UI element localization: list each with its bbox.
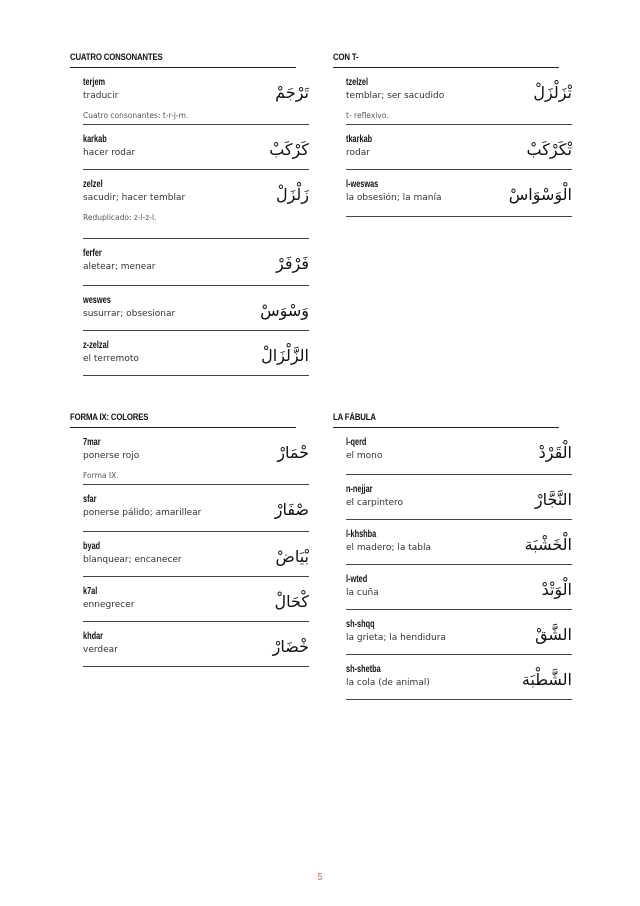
vocab-entry: [346, 125, 572, 170]
section-forma-ix-colores: [70, 408, 309, 667]
entry-transliteration: zelzel: [83, 178, 103, 190]
entry-note: Cuatro consonantes: t-r-j-m.: [83, 111, 189, 120]
entry-arabic: تْكَرْكَبْ: [526, 140, 572, 159]
entry-transliteration: l-khshba: [346, 528, 377, 540]
entry-translation: blanquear; encanecer: [83, 555, 182, 565]
vocab-entry: [346, 655, 572, 700]
section-title: CUATRO CONSONANTES: [70, 52, 163, 63]
entry-arabic: حْمَارْ: [277, 443, 309, 462]
entry-transliteration: l-weswas: [346, 178, 379, 190]
vocab-entry: [346, 170, 572, 217]
entry-arabic: الزَّلْزَالْ: [261, 346, 309, 365]
entry-transliteration: weswes: [83, 294, 111, 306]
entry-arabic: الْوَتْدْ: [541, 580, 572, 599]
vocab-entry: [83, 286, 309, 331]
entry-translation: ponerse pálido; amarillear: [83, 508, 202, 518]
vocab-entry: [346, 610, 572, 655]
section-title: FORMA IX: COLORES: [70, 412, 149, 423]
entry-list: [346, 428, 572, 700]
vocab-entry: [83, 239, 309, 286]
entry-translation: la cuña: [346, 588, 379, 598]
entry-transliteration: 7mar: [83, 436, 101, 448]
entry-note: Reduplicado: z-l-z-l.: [83, 213, 157, 222]
vocab-entry: [83, 485, 309, 532]
entry-arabic: الشَّقْ: [535, 625, 572, 644]
entry-translation: la grieta; la hendidura: [346, 633, 446, 643]
entry-translation: hacer rodar: [83, 148, 136, 158]
vocab-entry: [346, 475, 572, 520]
entry-translation: el carpintero: [346, 498, 404, 508]
vocab-entry: [83, 170, 309, 239]
vocab-entry: [83, 125, 309, 170]
entry-note: Forma IX.: [83, 471, 119, 480]
vocab-entry: [346, 565, 572, 610]
entry-transliteration: k7al: [83, 585, 98, 597]
page-number: 5: [317, 872, 323, 883]
entry-translation: ennegrecer: [83, 600, 135, 610]
vocab-entry: [346, 428, 572, 475]
section-title: CON T-: [333, 52, 359, 63]
entry-transliteration: sh-shetba: [346, 663, 381, 675]
section-con-t: [333, 48, 572, 217]
vocab-entry: [346, 520, 572, 565]
entry-translation: rodar: [346, 148, 370, 158]
vocab-entry: [83, 68, 309, 125]
entry-transliteration: sh-shqq: [346, 618, 375, 630]
entry-arabic: فَرْفَرْ: [276, 254, 309, 273]
entry-arabic: صْفَارْ: [274, 500, 309, 519]
entry-translation: ponerse rojo: [83, 451, 140, 461]
entry-transliteration: karkab: [83, 133, 107, 145]
entry-arabic: كَرْكَبْ: [269, 140, 309, 159]
entry-list: [83, 428, 309, 667]
entry-transliteration: terjem: [83, 76, 106, 88]
entry-transliteration: sfar: [83, 493, 97, 505]
entry-arabic: وَسْوَسْ: [260, 301, 309, 320]
entry-transliteration: byad: [83, 540, 101, 552]
entry-transliteration: l-qerd: [346, 436, 367, 448]
entry-arabic: خْضَارْ: [272, 637, 309, 656]
vocab-entry: [83, 428, 309, 485]
vocab-entry: [83, 331, 309, 376]
entry-arabic: الشَّطْبَة: [521, 670, 572, 689]
entry-arabic: بْيَاضْ: [275, 547, 309, 566]
entry-arabic: تَرْجَمْ: [275, 83, 309, 102]
entry-arabic: زَلْزَلْ: [275, 185, 309, 204]
vocab-entry: [83, 577, 309, 622]
entry-transliteration: tzelzel: [346, 76, 369, 88]
entry-translation: la cola (de animal): [346, 678, 430, 688]
entry-translation: el terremoto: [83, 354, 139, 364]
entry-arabic: النَّجَّارْ: [534, 490, 572, 509]
entry-transliteration: n-nejjar: [346, 483, 373, 495]
entry-translation: verdear: [83, 645, 118, 655]
section-cuatro-consonantes: [70, 48, 309, 376]
entry-transliteration: tkarkab: [346, 133, 373, 145]
entry-translation: temblar; ser sacudido: [346, 91, 445, 101]
section-la-fabula: [333, 408, 572, 700]
entry-transliteration: l-wted: [346, 573, 368, 585]
entry-translation: la obsesión; la manía: [346, 193, 442, 203]
entry-arabic: كْحَالْ: [274, 592, 309, 611]
entry-translation: aletear; menear: [83, 262, 156, 272]
entry-arabic: الْوَسْوَاسْ: [508, 185, 572, 204]
entry-translation: susurrar; obsesionar: [83, 309, 176, 319]
entry-translation: traducir: [83, 91, 119, 101]
entry-arabic: الْخَشْبَة: [524, 535, 572, 554]
entry-transliteration: z-zelzal: [83, 339, 109, 351]
entry-translation: sacudir; hacer temblar: [83, 193, 186, 203]
vocab-entry: [346, 68, 572, 125]
vocab-entry: [83, 532, 309, 577]
entry-transliteration: ferfer: [83, 247, 102, 259]
entry-arabic: تْزَلْزَلْ: [533, 83, 572, 102]
entry-note: t- reflexivo.: [346, 111, 389, 120]
entry-list: [83, 68, 309, 376]
entry-translation: el mono: [346, 451, 383, 461]
entry-transliteration: khdar: [83, 630, 104, 642]
section-title: LA FÁBULA: [333, 412, 376, 423]
vocab-entry: [83, 622, 309, 667]
entry-translation: el madero; la tabla: [346, 543, 431, 553]
entry-list: [346, 68, 572, 217]
entry-arabic: الْقَرْدْ: [538, 443, 572, 462]
